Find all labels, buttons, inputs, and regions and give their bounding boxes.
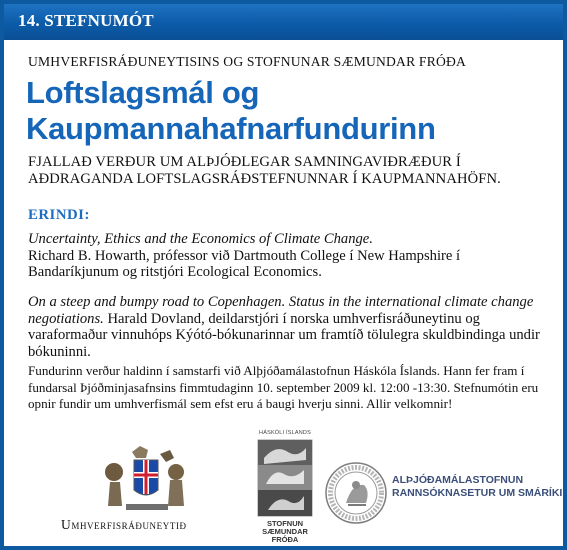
saemundar-logo — [254, 430, 316, 544]
ministry-logo — [54, 444, 274, 534]
talk-title: Uncertainty, Ethics and the Economics of Climate Change. — [28, 231, 373, 247]
talk-title: On a steep and bumpy road to Copenhagen. Status in the international climate change negotiations. — [28, 294, 534, 327]
ministry-name: Umhverfisráðuneytið — [61, 517, 187, 532]
university-label: HÁSKÓLI ÍSLANDS — [259, 430, 311, 436]
coat-of-arms-icon — [96, 444, 196, 514]
title-line-2: Kaupmannahafnarfundurinn — [26, 111, 436, 146]
talk-speaker: Harald Dovland, deildarstjóri í norska umhverfisráðuneytinu og varaformaður vinnuhóps Kýótó-bókunarinnar um framtíð tölulegra skuldbindinga undir bókuninni. — [28, 310, 540, 361]
talk-item — [28, 231, 553, 281]
page-title — [26, 75, 436, 147]
header-bar — [4, 4, 563, 40]
saemundar-emblem-icon — [254, 438, 316, 518]
saemundar-name: STOFNUN SÆMUNDAR FRÓÐA — [262, 519, 308, 544]
university-seal-icon — [324, 461, 388, 525]
talk-item — [28, 294, 553, 361]
organizers-line: UMHVERFISRÁÐUNEYTISINS OG STOFNUNAR SÆMUNDAR FRÓÐA — [28, 54, 467, 69]
abstract-text: FJALLAÐ VERÐUR UM ALÞJÓÐLEGAR SAMNINGAVIÐRÆÐUR Í AÐDRAGANDA LOFTSLAGSRÁÐSTEFNUNNAR Í KAUPMANNAHÖFN. — [28, 154, 501, 187]
event-details: Fundurinn verður haldinn í samstarfi við Alþjóðamálastofnun Háskóla Íslands. Hann fer fram í fundarsal Þjóðminjasafnsins fimmtudaginn 10. september 2009 kl. 12:00 -13:30. Stefnumótin eru opnir fundir um umhverfismál sem efst eru á baugi hverju sinni. Allir velkomnir! — [28, 363, 539, 411]
title-line-1: Loftslagsmál og — [26, 75, 260, 110]
ams-logo — [324, 459, 564, 529]
talk-speaker: Richard B. Howarth, prófessor við Dartmouth College í New Hampshire í Bandaríkjunum og ritstjóri Ecological Economics. — [28, 247, 461, 281]
ams-name: ALÞJÓÐAMÁLASTOFNUN RANNSÓKNASETUR UM SMÁRÍKI — [392, 474, 563, 499]
section-heading: ERINDI: — [28, 207, 90, 223]
meeting-label: 14. STEFNUMÓT — [18, 11, 154, 30]
